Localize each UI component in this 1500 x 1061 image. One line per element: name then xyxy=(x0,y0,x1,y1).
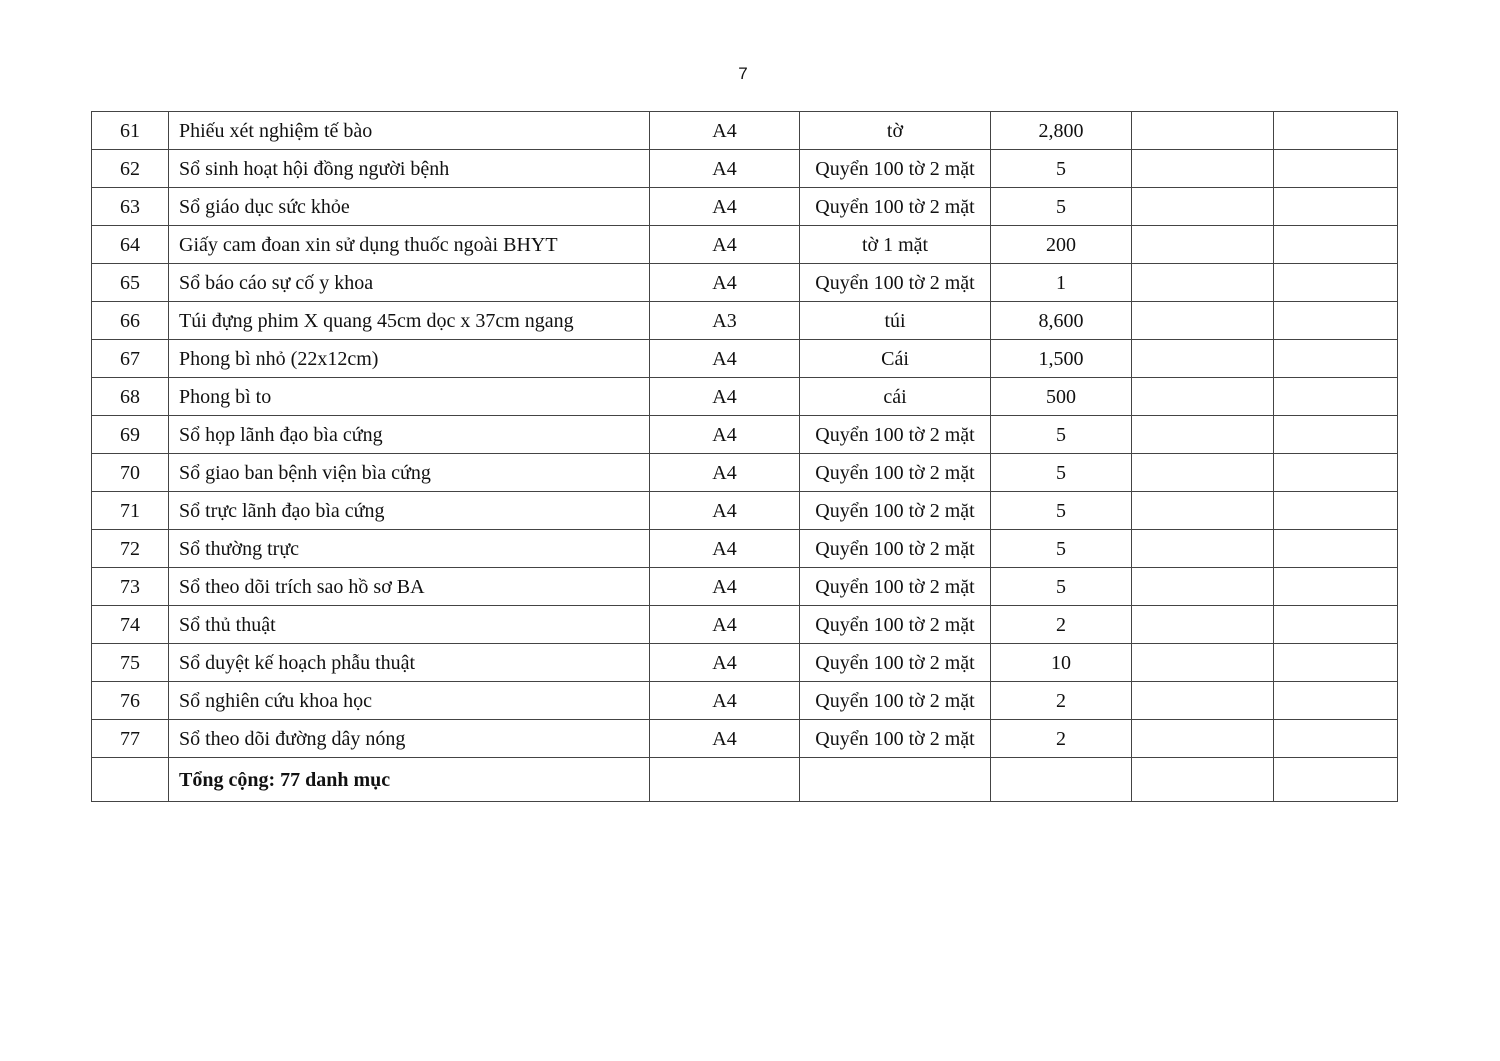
cell-blank xyxy=(1132,264,1274,302)
cell-stt: 65 xyxy=(92,264,169,302)
cell-blank xyxy=(1274,644,1398,682)
cell-blank xyxy=(1274,340,1398,378)
cell-paper-size: A4 xyxy=(650,188,800,226)
cell-stt: 75 xyxy=(92,644,169,682)
cell-unit: tờ xyxy=(800,112,991,150)
table-row xyxy=(92,264,1398,302)
cell-item-name: Sổ nghiên cứu khoa học xyxy=(169,682,650,720)
cell-paper-size: A4 xyxy=(650,454,800,492)
table-row xyxy=(92,568,1398,606)
cell-blank xyxy=(1132,226,1274,264)
table-row xyxy=(92,302,1398,340)
cell-stt: 68 xyxy=(92,378,169,416)
cell-unit: Quyển 100 tờ 2 mặt xyxy=(800,606,991,644)
cell-stt: 63 xyxy=(92,188,169,226)
cell-quantity: 2 xyxy=(991,720,1132,758)
cell-unit: Quyển 100 tờ 2 mặt xyxy=(800,492,991,530)
table-row xyxy=(92,226,1398,264)
page-number: 7 xyxy=(738,64,748,83)
cell-quantity: 5 xyxy=(991,568,1132,606)
table-row xyxy=(92,454,1398,492)
cell-unit: Cái xyxy=(800,340,991,378)
cell-item-name: Sổ họp lãnh đạo bìa cứng xyxy=(169,416,650,454)
cell-item-name: Sổ sinh hoạt hội đồng người bệnh xyxy=(169,150,650,188)
cell-paper-size: A3 xyxy=(650,302,800,340)
cell-unit: Quyển 100 tờ 2 mặt xyxy=(800,720,991,758)
cell-stt: 70 xyxy=(92,454,169,492)
cell-paper-size: A4 xyxy=(650,720,800,758)
cell-blank xyxy=(1132,302,1274,340)
cell-item-name: Sổ thủ thuật xyxy=(169,606,650,644)
cell-blank xyxy=(1132,340,1274,378)
cell-quantity: 2,800 xyxy=(991,112,1132,150)
cell-stt: 67 xyxy=(92,340,169,378)
cell-quantity: 5 xyxy=(991,188,1132,226)
table-row xyxy=(92,644,1398,682)
cell-quantity: 200 xyxy=(991,226,1132,264)
cell-blank xyxy=(92,758,169,802)
cell-unit: tờ 1 mặt xyxy=(800,226,991,264)
cell-item-name: Sổ trực lãnh đạo bìa cứng xyxy=(169,492,650,530)
cell-blank xyxy=(1132,454,1274,492)
cell-blank xyxy=(1132,530,1274,568)
cell-quantity: 10 xyxy=(991,644,1132,682)
cell-item-name: Sổ thường trực xyxy=(169,530,650,568)
cell-paper-size: A4 xyxy=(650,606,800,644)
cell-blank xyxy=(1274,530,1398,568)
cell-stt: 73 xyxy=(92,568,169,606)
cell-paper-size: A4 xyxy=(650,530,800,568)
cell-item-name: Sổ báo cáo sự cố y khoa xyxy=(169,264,650,302)
cell-stt: 74 xyxy=(92,606,169,644)
cell-blank xyxy=(1274,112,1398,150)
cell-paper-size: A4 xyxy=(650,150,800,188)
cell-item-name: Túi đựng phim X quang 45cm dọc x 37cm ngang xyxy=(169,302,650,340)
cell-blank xyxy=(650,758,800,802)
cell-quantity: 5 xyxy=(991,492,1132,530)
cell-blank xyxy=(1274,378,1398,416)
cell-stt: 71 xyxy=(92,492,169,530)
table-row xyxy=(92,720,1398,758)
cell-quantity: 5 xyxy=(991,416,1132,454)
cell-blank xyxy=(1274,606,1398,644)
cell-paper-size: A4 xyxy=(650,682,800,720)
cell-blank xyxy=(1132,606,1274,644)
cell-blank xyxy=(1274,264,1398,302)
cell-paper-size: A4 xyxy=(650,492,800,530)
cell-blank xyxy=(1274,150,1398,188)
cell-quantity: 500 xyxy=(991,378,1132,416)
cell-blank xyxy=(1132,720,1274,758)
cell-paper-size: A4 xyxy=(650,340,800,378)
cell-unit: Quyển 100 tờ 2 mặt xyxy=(800,416,991,454)
cell-item-name: Sổ duyệt kế hoạch phẫu thuật xyxy=(169,644,650,682)
table-row xyxy=(92,378,1398,416)
cell-stt: 62 xyxy=(92,150,169,188)
cell-blank xyxy=(1274,188,1398,226)
cell-blank xyxy=(1132,758,1274,802)
cell-blank xyxy=(1132,644,1274,682)
cell-paper-size: A4 xyxy=(650,644,800,682)
cell-blank xyxy=(1132,492,1274,530)
cell-paper-size: A4 xyxy=(650,226,800,264)
cell-blank xyxy=(1274,226,1398,264)
cell-blank xyxy=(1132,112,1274,150)
cell-unit: Quyển 100 tờ 2 mặt xyxy=(800,644,991,682)
cell-blank xyxy=(1274,720,1398,758)
table-row xyxy=(92,530,1398,568)
cell-quantity: 1 xyxy=(991,264,1132,302)
total-row xyxy=(92,758,1398,802)
cell-blank xyxy=(800,758,991,802)
table-row xyxy=(92,112,1398,150)
table-row xyxy=(92,188,1398,226)
cell-item-name: Sổ giáo dục sức khỏe xyxy=(169,188,650,226)
cell-quantity: 5 xyxy=(991,454,1132,492)
table-row xyxy=(92,492,1398,530)
cell-blank xyxy=(1132,188,1274,226)
cell-paper-size: A4 xyxy=(650,264,800,302)
cell-blank xyxy=(1274,682,1398,720)
cell-blank xyxy=(1274,416,1398,454)
table-row xyxy=(92,682,1398,720)
cell-quantity: 5 xyxy=(991,150,1132,188)
cell-stt: 66 xyxy=(92,302,169,340)
cell-stt: 72 xyxy=(92,530,169,568)
cell-stt: 77 xyxy=(92,720,169,758)
cell-blank xyxy=(1274,454,1398,492)
cell-paper-size: A4 xyxy=(650,378,800,416)
cell-item-name: Sổ giao ban bệnh viện bìa cứng xyxy=(169,454,650,492)
cell-paper-size: A4 xyxy=(650,568,800,606)
cell-quantity: 1,500 xyxy=(991,340,1132,378)
cell-unit: Quyển 100 tờ 2 mặt xyxy=(800,188,991,226)
cell-quantity: 2 xyxy=(991,606,1132,644)
cell-stt: 61 xyxy=(92,112,169,150)
cell-blank xyxy=(1274,758,1398,802)
cell-blank xyxy=(1132,378,1274,416)
cell-quantity: 5 xyxy=(991,530,1132,568)
cell-quantity: 8,600 xyxy=(991,302,1132,340)
cell-unit: Quyển 100 tờ 2 mặt xyxy=(800,568,991,606)
cell-item-name: Phong bì to xyxy=(169,378,650,416)
cell-unit: Quyển 100 tờ 2 mặt xyxy=(800,682,991,720)
items-table xyxy=(91,111,1398,802)
cell-stt: 64 xyxy=(92,226,169,264)
cell-unit: Quyển 100 tờ 2 mặt xyxy=(800,150,991,188)
cell-blank xyxy=(1132,682,1274,720)
cell-item-name: Phiếu xét nghiệm tế bào xyxy=(169,112,650,150)
cell-unit: Quyển 100 tờ 2 mặt xyxy=(800,454,991,492)
total-label: Tổng cộng: 77 danh mục xyxy=(169,758,650,802)
cell-blank xyxy=(1132,150,1274,188)
cell-blank xyxy=(1274,492,1398,530)
cell-blank xyxy=(991,758,1132,802)
cell-paper-size: A4 xyxy=(650,416,800,454)
table-row xyxy=(92,416,1398,454)
cell-item-name: Sổ theo dõi trích sao hồ sơ BA xyxy=(169,568,650,606)
cell-stt: 76 xyxy=(92,682,169,720)
table-row xyxy=(92,150,1398,188)
cell-item-name: Sổ theo dõi đường dây nóng xyxy=(169,720,650,758)
cell-unit: cái xyxy=(800,378,991,416)
table-body xyxy=(92,112,1398,802)
cell-unit: Quyển 100 tờ 2 mặt xyxy=(800,264,991,302)
cell-quantity: 2 xyxy=(991,682,1132,720)
table-row xyxy=(92,606,1398,644)
cell-stt: 69 xyxy=(92,416,169,454)
cell-unit: Quyển 100 tờ 2 mặt xyxy=(800,530,991,568)
cell-blank xyxy=(1274,568,1398,606)
cell-blank xyxy=(1274,302,1398,340)
cell-item-name: Giấy cam đoan xin sử dụng thuốc ngoài BHYT xyxy=(169,226,650,264)
cell-blank xyxy=(1132,568,1274,606)
table-row xyxy=(92,340,1398,378)
cell-blank xyxy=(1132,416,1274,454)
cell-unit: túi xyxy=(800,302,991,340)
cell-item-name: Phong bì nhỏ (22x12cm) xyxy=(169,340,650,378)
cell-paper-size: A4 xyxy=(650,112,800,150)
